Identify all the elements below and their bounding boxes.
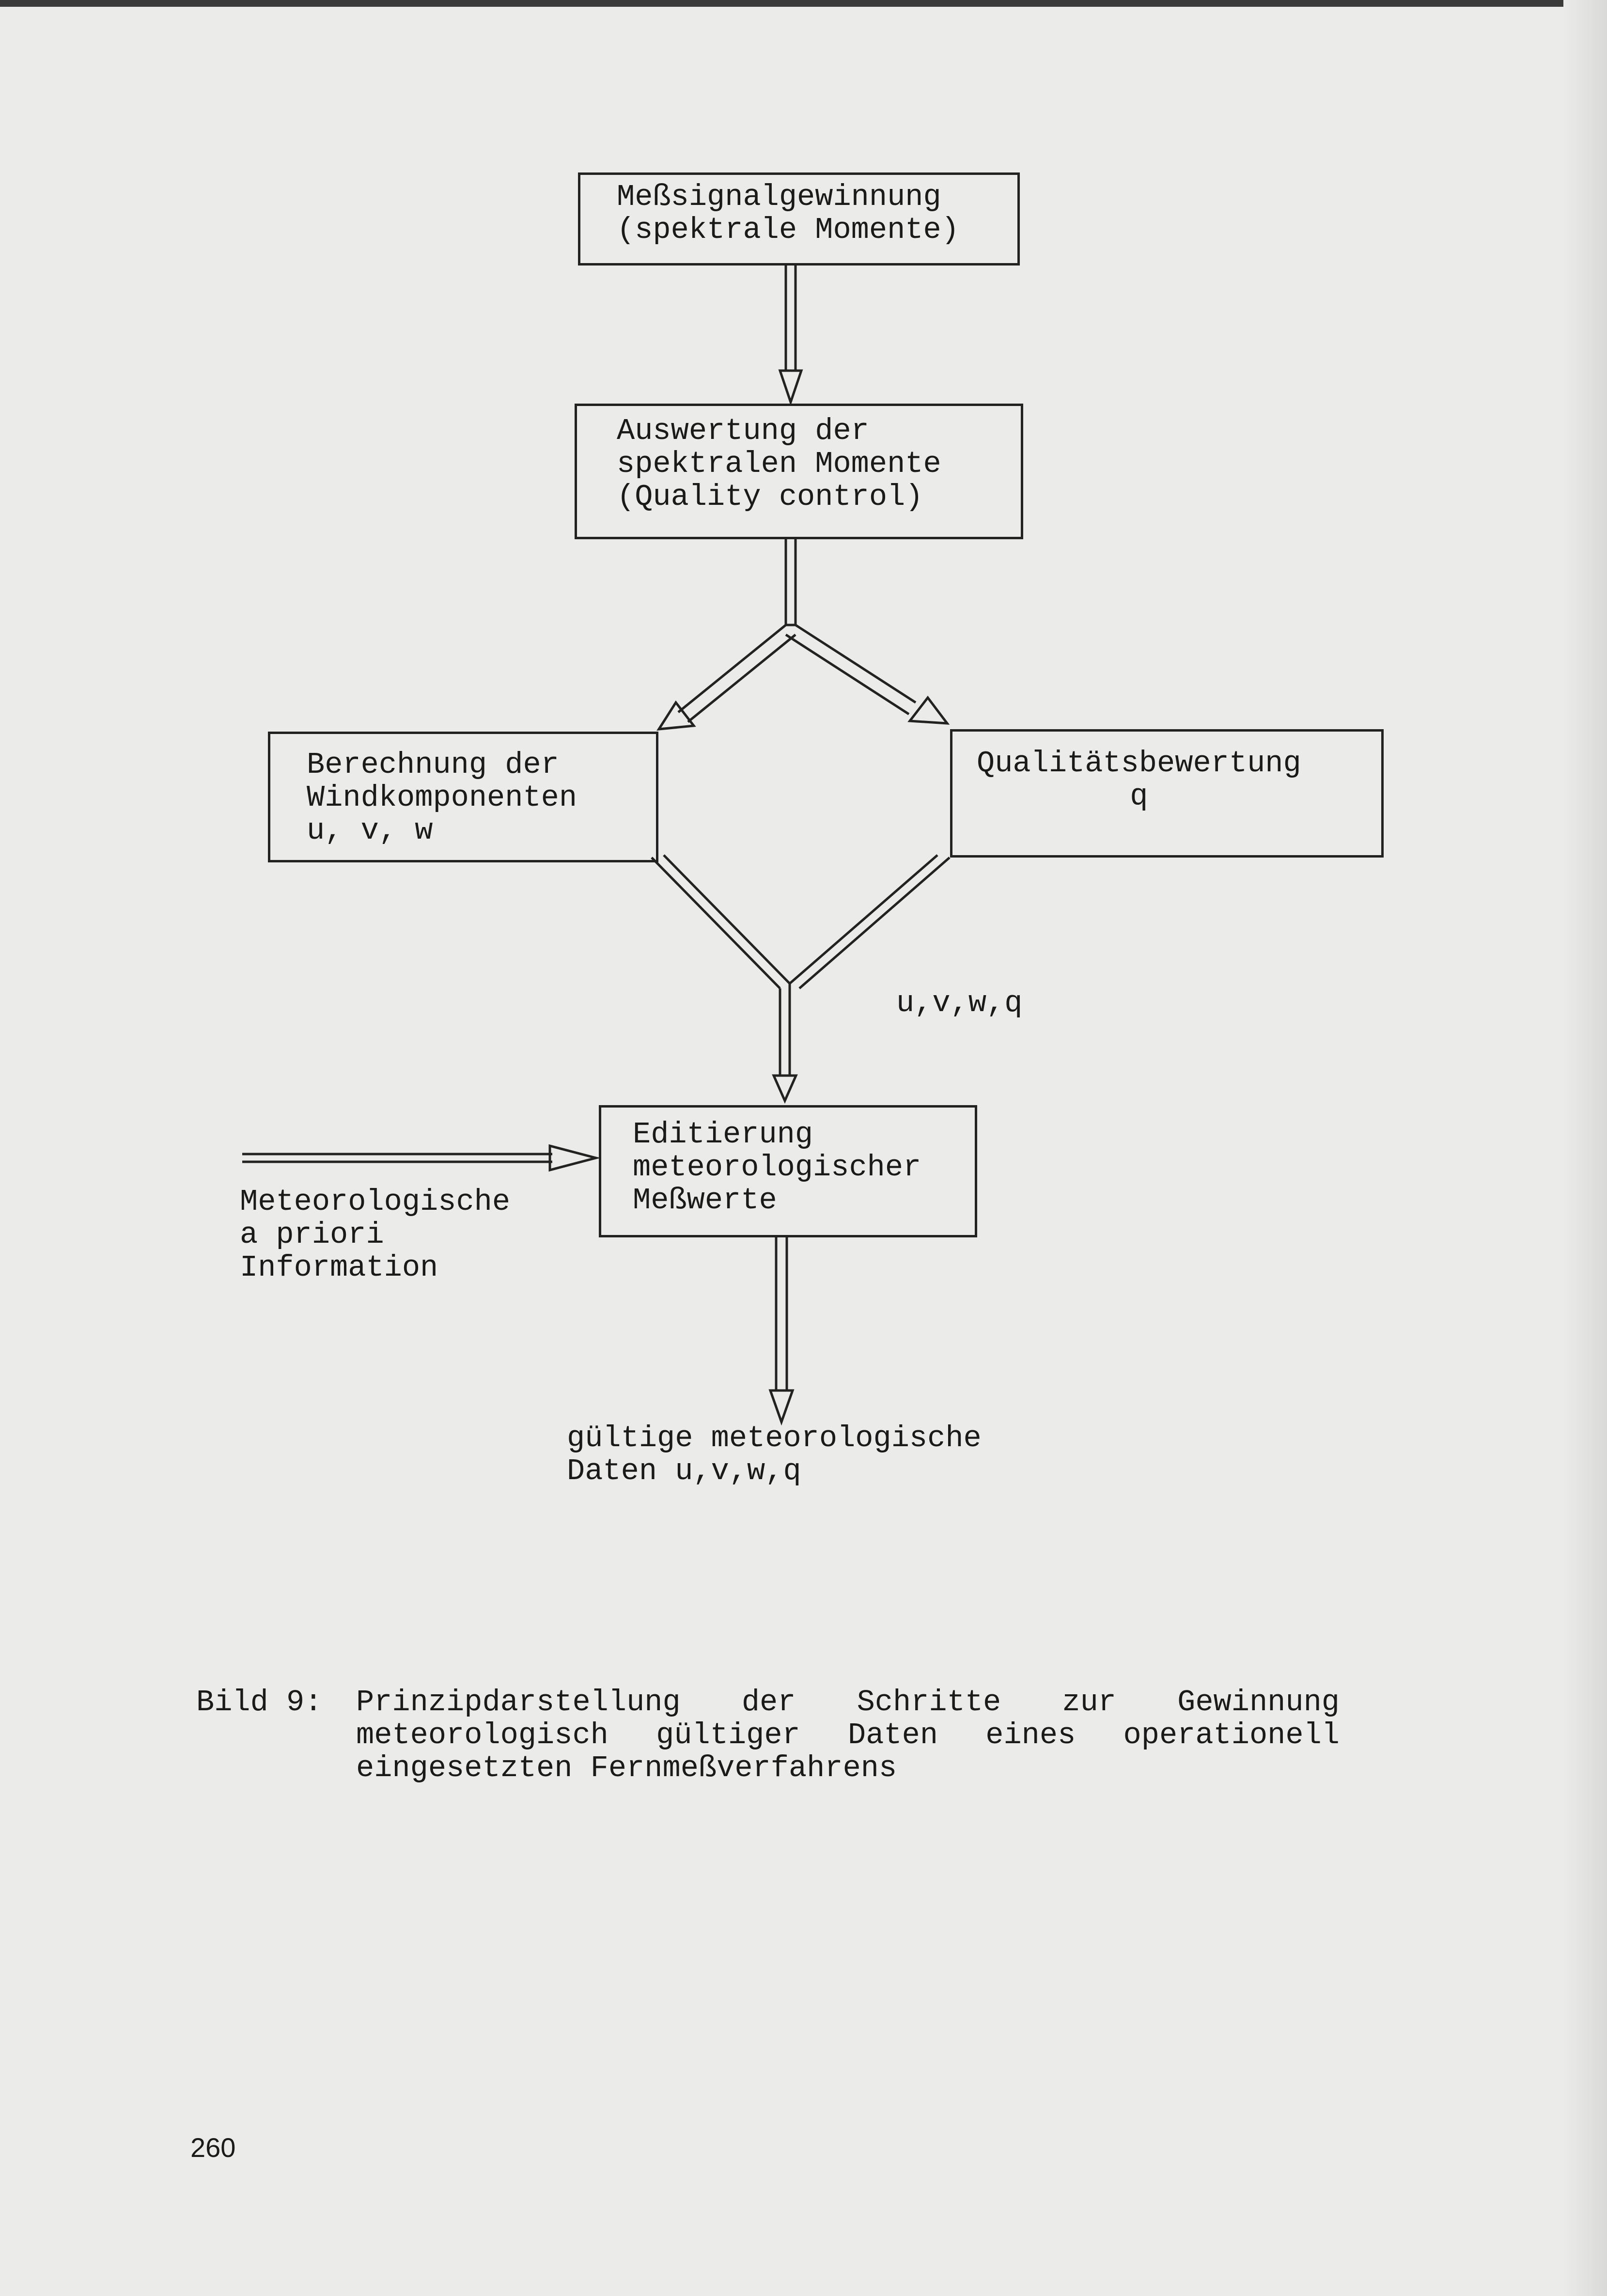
page-number: 260 xyxy=(190,2132,236,2163)
signal-acquisition-label: Meßsignalgewinnung (spektrale Momente) xyxy=(617,180,959,247)
merge-connector xyxy=(652,855,950,1101)
signal-acquisition-box xyxy=(578,172,1020,266)
arrow-apriori-to-edit xyxy=(242,1146,596,1170)
valid-data-output-label: gültige meteorologische Daten u,v,w,q xyxy=(567,1421,982,1488)
wind-calculation-label: Berechnung der Windkomponenten u, v, w xyxy=(307,748,577,848)
split-connector xyxy=(659,539,947,729)
caption-number: Bild 9: xyxy=(196,1685,323,1719)
editing-label: Editierung meteorologischer Meßwerte xyxy=(633,1117,921,1218)
arrow-edit-to-output xyxy=(770,1236,793,1422)
caption-text: Prinzipdarstellung der Schritte zur Gewinnung meteorologisch gültiger Daten eines operationell eingesetzten Fernmeßverfahrens xyxy=(356,1685,1340,1785)
arrow-signal-to-evaluation xyxy=(780,264,801,402)
moment-evaluation-box xyxy=(575,404,1023,539)
wind-calculation-box xyxy=(268,732,658,862)
merge-label: u,v,w,q xyxy=(896,986,1023,1020)
apriori-information-label: Meteorologische a priori Information xyxy=(240,1185,511,1285)
quality-assessment-label: Qualitätsbewertung q xyxy=(977,746,1301,813)
editing-box xyxy=(599,1105,977,1237)
moment-evaluation-label: Auswertung der spektralen Momente (Quality control) xyxy=(617,414,941,514)
quality-assessment-box xyxy=(950,729,1384,858)
